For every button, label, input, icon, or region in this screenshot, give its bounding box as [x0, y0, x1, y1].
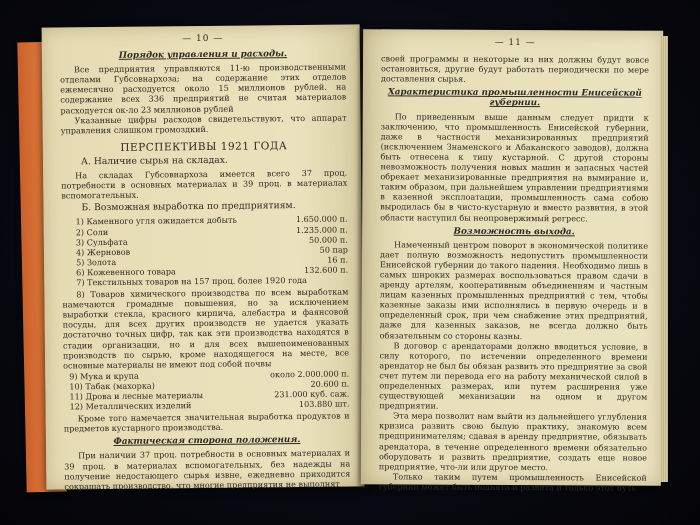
list-item: 2) Соли 1.235.000 п. — [75, 223, 348, 237]
page-edges — [660, 36, 668, 482]
chapter-heading: ПЕРСПЕКТИВЫ 1921 ГОДА — [120, 139, 288, 154]
page-number: — 11 — — [494, 37, 536, 49]
list-item: 10) Табак (махорка) 20.600 п. — [69, 378, 350, 392]
list-item: 11) Дрова и лесные материалы 231.000 куб. саж. — [69, 388, 350, 402]
production-list-2 — [69, 368, 349, 411]
list-item: 1) Каменного угля ожидается добыть 1.650.000 п. — [75, 213, 348, 227]
paragraph: Указанные цифры расходов свидетельствуют, что аппарат управления слишком громоздкий. — [60, 112, 347, 136]
left-page — [42, 24, 365, 492]
paragraph: На складах Губсовнархоза имеется всего 37 проц. потребности в основных материалах и 39 проц. в материалах вспомогательных. — [61, 167, 348, 201]
list-item: 7) Текстильных товаров на 157 проц. более 1920 года — [76, 274, 308, 288]
section-heading: Порядок управления и расходы. — [118, 49, 288, 61]
list-item: 3) Сульфата 50.000 п. — [75, 234, 348, 247]
list-item: 5) Золота 16 п. — [75, 254, 349, 268]
paragraph: Эта мера позволит нам выйти из дальнейшего углубления кризиса развить свою былую практику, знакомую всем предпринимателям; сдавая в аренду предприятие, обязывать арендатора, в течение определенного времени обязательно оборудовать и развить предприятие, создать еще новое предприятие, что-ли или другое место. — [378, 410, 648, 472]
section-heading: Фактическая сторона положения. — [113, 435, 301, 448]
list-item: 9) Мука и крупа около 2.000.000 п. — [69, 368, 350, 382]
paragraph: своей программы и некоторые из них должны будут вовсе остановиться, другие будут работать периодически по мере доставления сырья. — [380, 53, 650, 85]
section-heading: Возможность выхода. — [453, 226, 575, 237]
paragraph: Только таким путем промышленность Енисейской губернии может быть поднята и развита и только этот путь — [378, 471, 647, 493]
list-item: 4) Жерновов 50 пар — [75, 244, 348, 258]
right-page — [361, 29, 663, 493]
paragraph: При наличии 37 проц. потребности в основных материалах и 39 проц. в материалах вспомогательных, без надежды на получение недостающего сырья извне, ежедневно приходится сокращать производство, что многие предприятия не выполнят — [64, 447, 351, 492]
paragraph: Намеченный центром поворот в экономической политике дает полную возможность недопустить промышленности Енисейской губернии до такого падения. Необходимо лишь в самых широких размерах воспользоваться правом сдачи в аренду артелям, кооперативным объединениям и частным лицам казенных промышленных предприятий с тем, чтобы казенные заказы ими исполнялись в первую очередь и в определенный срок, при чем снабжение этих предприятий, даже для казенных заказов, не всегда должно быть обязательным со стороны казны. — [379, 239, 649, 341]
paragraph: Кроме того намечается значительная выработка продуктов и предметов кустарного производства. — [63, 410, 350, 434]
section-heading: Характеристика промышленности Енисейской губернии. — [387, 87, 642, 109]
subsection-heading: А. Наличие сырья на складах. — [80, 154, 228, 168]
paragraph: Все предприятия управляются 11-ю производственными отделами Губсовнархоза; на содержание этих отделов ежемесячно расходуется около 15 миллионов рублей. на содержание всех 336 предприятий не считая материалов расходуется ок-ло 23 миллионов рублей — [60, 61, 347, 116]
paragraph: По приведенным выше данным следует придти к заключению, что промышленность Енисейской губернии, даже в частности механизированных предприятий (исключением Знаменского и Абаканского заводов), должна быть отнесена к типу кустарной. С другой стороны невозможность получения новых машин и запасных частей обрекает механизированные предприятия на вымирание и, таким образом, при дальнейшем управлении предприятиями в казенной эксплоатации, промышленность сама собою выродилась бы в чисто-кустарную и вместо развития, в этой области наступил бы неопровержимый регресс. — [380, 110, 649, 223]
paragraph: В договор с арендаторами должно вводиться условие, в силу которого, по истечении определенного времени арендатор не был бы обязан развить это предприятие за свой счет путем ли перевода его на работу механической силой в определенных размерах, или путем расширения уже существующей механизации на одном и другом предприятии. — [379, 340, 648, 411]
list-item: 6) Кожевенного товара 132.600 п. — [76, 264, 349, 278]
page-number: — 10 — — [182, 33, 224, 45]
production-list — [76, 214, 349, 288]
subsection-heading: Б. Возможная выработка по предприятиям. — [81, 200, 296, 214]
list-item: 12) Металлических изделий 103.880 шт. — [69, 398, 350, 412]
paragraph: 8) Товаров химического производства по всем выработкам намечаются громадные повышения, но за исключением выработки стекла, красного кирпича, алебастра и фаянсовой посуды, для всех других производств не удается указать достаточно точных цифр, так как эти производства находятся в стадии организации, но и для всех вышепоименованных производств по сырью, кроме находящегося на месте, все основные материалы не имеют под собой почвы — [62, 286, 350, 371]
